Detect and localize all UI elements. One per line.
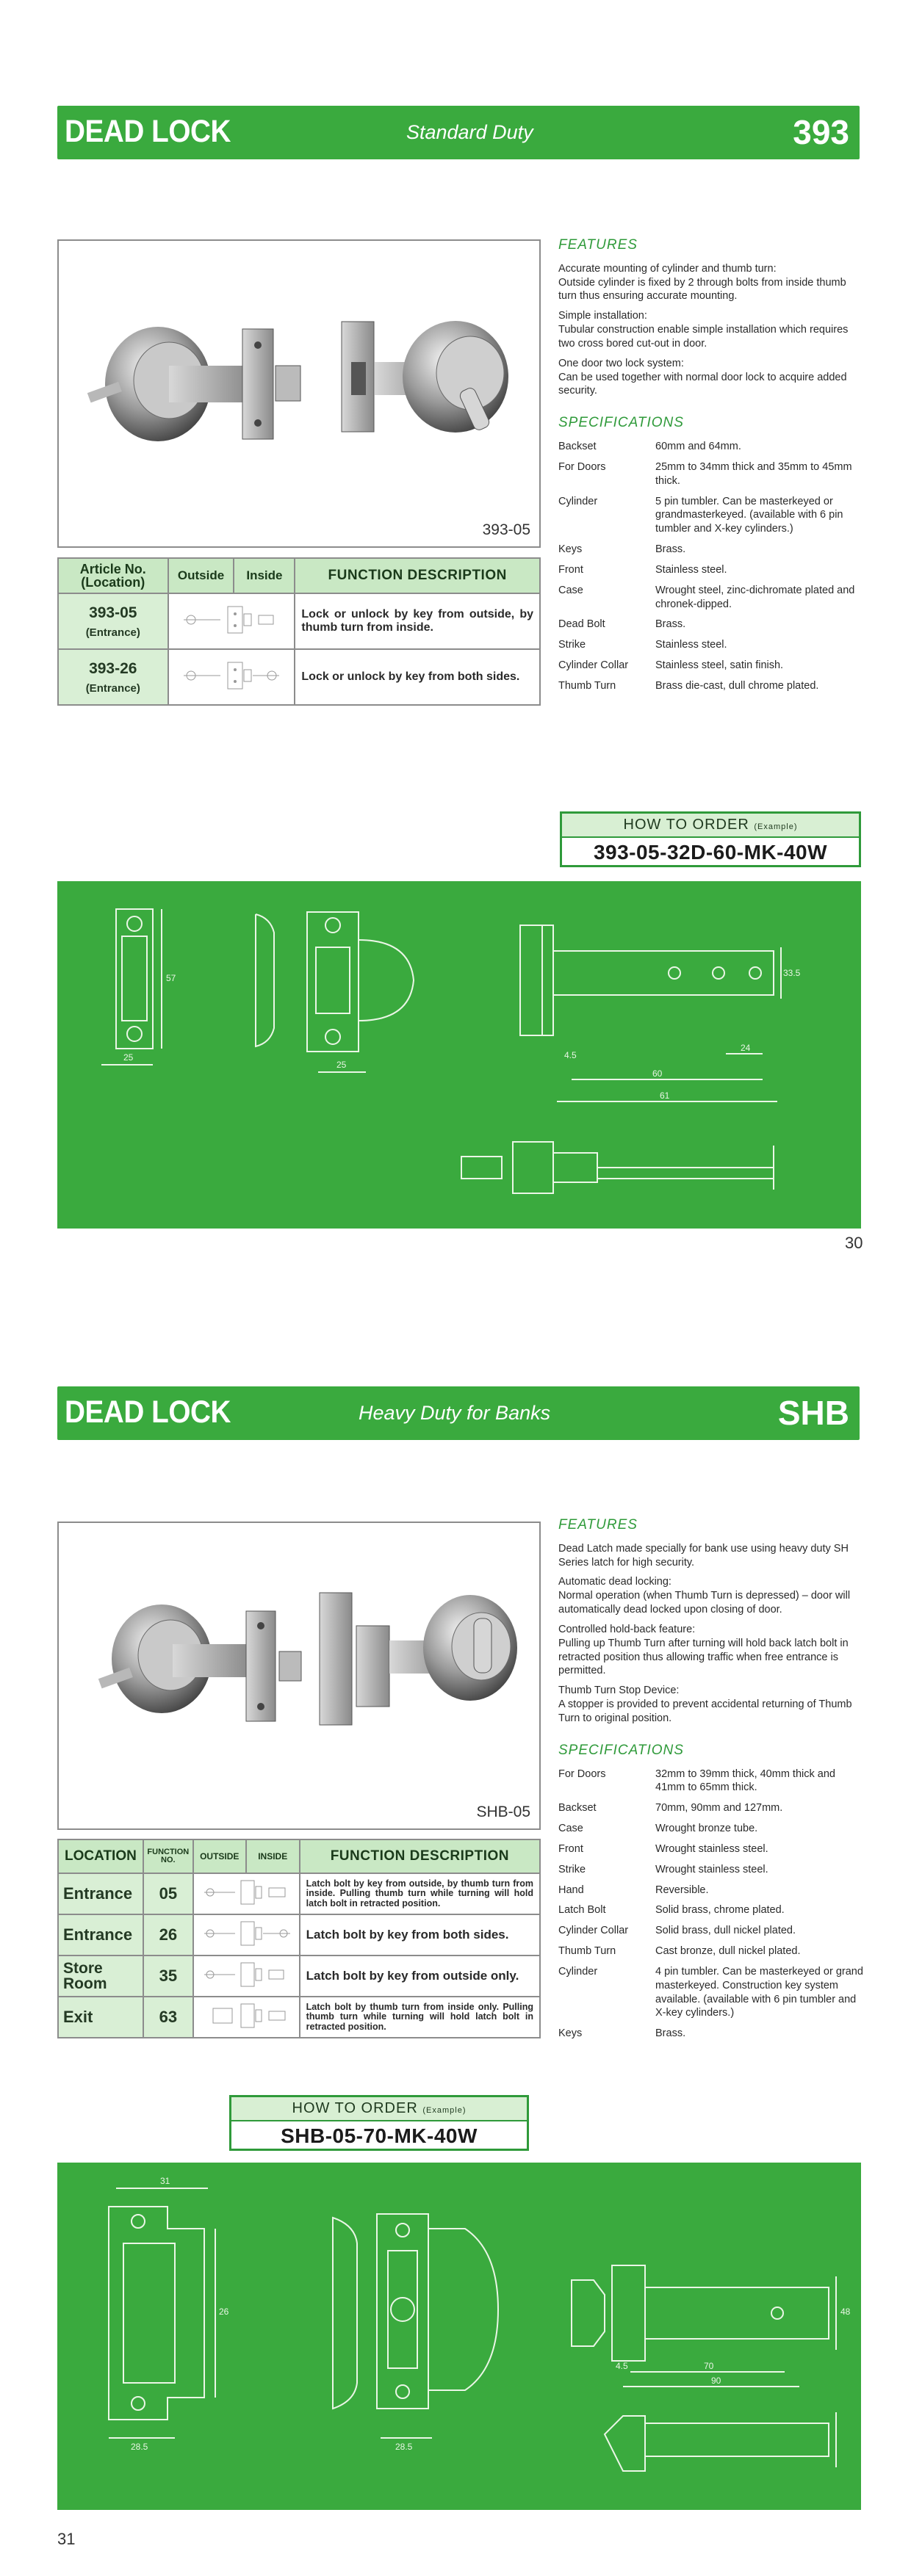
table-row [58,1914,540,1955]
dim-label: 57 [166,973,176,983]
technical-drawing [57,2163,861,2510]
article-location: (Entrance) [85,681,140,695]
table-row [58,1955,540,1997]
col-function: FUNCTION DESCRIPTION [295,558,540,593]
function-no: 05 [143,1873,193,1914]
dim-label: 31 [160,2176,170,2186]
table-row [58,649,540,705]
function-diagram [193,1873,300,1914]
banner-title: DEAD LOCK [65,1394,231,1430]
feature-item: One door two lock system: Can be used together with normal door lock to acquire added security. [558,357,847,397]
how-to-order-shb [229,2095,529,2151]
dimension-drawing-393 [57,881,861,1229]
function-diagram [193,1955,300,1997]
col-outside: Outside [168,558,234,593]
feature-item: Simple installation: Tubular construction enable simple installation which requires two cross bored cut-out in door. [558,310,849,350]
banner-model: SHB [777,1394,849,1432]
page-number: 30 [845,1234,863,1252]
col-inside: Inside [234,558,295,593]
function-no: 35 [143,1955,193,1997]
how-to-order-393 [560,811,861,867]
specs-list: Backset 60mm and 64mm. For Doors 25mm to 34mm thick and 35mm to 45mm thick. Cylinder 5 pin tumbler. Can be masterkeyed or grandmasterkeyed. (available with 6 pin tumbler and X-key cylinders.) Keys Brass. Front Stainless steel. Case Wrought steel, zinc-dichromate plated and chronek-dipped. Dead Bolt Brass. Strike Stainless steel. Cylinder Collar Stainless steel, satin finish. Thumb Turn Brass die-cast, dull chrome plated. [558,440,855,692]
article-location: (Entrance) [85,626,140,639]
dim-label: 90 [711,2376,721,2386]
function-description: Latch bolt by key from both sides. [300,1914,540,1955]
location: Entrance [58,1873,143,1914]
function-description: Lock or unlock by key from both sides. [295,649,540,705]
page30-banner [57,106,860,159]
dim-label: 4.5 [564,1050,577,1060]
lock-photo-illustration [59,1523,539,1828]
function-diagram [168,593,295,649]
dim-label: 25 [123,1052,134,1063]
function-diagram [193,1914,300,1955]
col-function: FUNCTION DESCRIPTION [300,1839,540,1873]
order-example: (Example) [754,822,798,831]
product-photo-393 [57,239,541,548]
features-section-393 [558,236,863,700]
technical-drawing [57,881,861,1229]
photo-caption: 393-05 [482,521,530,538]
features-section-shb [558,1516,863,2047]
banner-subtitle: Standard Duty [406,121,533,143]
order-example: (Example) [422,2106,467,2115]
banner-subtitle: Heavy Duty for Banks [359,1402,551,1424]
dim-label: 4.5 [616,2361,628,2371]
function-table-shb [57,1839,541,2038]
features-title: FEATURES [558,237,638,253]
feature-item: Dead Latch made specially for bank use using heavy duty SH Series latch for high security. [558,1542,849,1569]
banner-model: 393 [793,113,849,151]
location: Store Room [58,1955,143,1997]
feature-item: Controlled hold-back feature: Pulling up Thumb Turn after turning will hold back latch bolt in retracted position thus allowing traffic when free entrance is permitted. [558,1623,849,1677]
col-location: LOCATION [58,1839,143,1873]
product-photo-shb [57,1522,541,1830]
order-label: HOW TO ORDER [623,817,749,833]
order-label: HOW TO ORDER [292,2100,418,2116]
location: Entrance [58,1914,143,1955]
function-description: Latch bolt by key from outside, by thumb turn from inside. Pulling thumb turn while turning will hold latch bolt in retracted position. [300,1873,540,1914]
lock-photo-illustration [59,241,539,546]
table-row [58,1997,540,2038]
page-number: 31 [57,2530,76,2548]
banner-title: DEAD LOCK [65,114,231,149]
dim-label: 33.5 [783,968,801,978]
order-code: SHB-05-70-MK-40W [281,2124,478,2147]
function-no: 63 [143,1997,193,2038]
dim-label: 28.5 [131,2442,148,2452]
col-article: Article No. (Location) [58,558,168,593]
dim-label: 48 [840,2307,851,2317]
dim-label: 25 [336,1060,347,1070]
dim-label: 60 [652,1068,663,1079]
col-inside: INSIDE [246,1839,300,1873]
col-outside: OUTSIDE [193,1839,246,1873]
order-code: 393-05-32D-60-MK-40W [593,841,828,864]
features-title: FEATURES [558,1517,638,1533]
function-description: Lock or unlock by key from outside, by thumb turn from inside. [295,593,540,649]
specs-title: SPECIFICATIONS [558,415,684,431]
dim-label: 26 [219,2307,229,2317]
function-description: Latch bolt by thumb turn from inside only. Pulling thumb turn while turning will hold latch bolt in retracted position. [300,1997,540,2038]
table-row [58,593,540,649]
dim-label: 24 [741,1043,751,1053]
page31-banner [57,1386,860,1440]
function-description: Latch bolt by key from outside only. [300,1955,540,1997]
function-table-393 [57,557,541,706]
photo-caption: SHB-05 [476,1803,530,1820]
feature-item: Automatic dead locking: Normal operation (when Thumb Turn is depressed) – door will automatically dead locked upon closing of door. [558,1576,851,1616]
dim-label: 28.5 [395,2442,413,2452]
dimension-drawing-shb [57,2163,861,2510]
table-row [58,1873,540,1914]
function-no: 26 [143,1914,193,1955]
feature-item: Accurate mounting of cylinder and thumb turn: Outside cylinder is fixed by 2 through bolts from inside thumb turn thus ensuring accurate mounting. [558,262,846,303]
dim-label: 70 [704,2361,714,2371]
location: Exit [58,1997,143,2038]
specs-title: SPECIFICATIONS [558,1742,684,1758]
function-diagram [193,1997,300,2038]
feature-item: Thumb Turn Stop Device: A stopper is provided to prevent accidental returning of Thumb Turn to original position. [558,1685,852,1724]
function-diagram [168,649,295,705]
dim-label: 61 [660,1090,670,1101]
article-no: 393-26 [89,659,137,677]
specs-list: For Doors 32mm to 39mm thick, 40mm thick and 41mm to 65mm thick. Backset 70mm, 90mm and 127mm. Case Wrought bronze tube. Front Wrought stainless steel. Strike Wrought stainless steel. Hand Reversible. Latch Bolt Solid brass, chrome plated. Cylinder Collar Solid brass, dull nickel plated. Thumb Turn Cast bronze, dull nickel plated. Cylinder 4 pin tumbler. Can be masterkeyed or grand masterkeyed. Construction key system available. (available with 6 pin tumbler and X-key cylinders.) Keys Brass. [558,1768,863,2040]
col-function-no: FUNCTION NO. [143,1839,193,1873]
article-no: 393-05 [89,604,137,621]
